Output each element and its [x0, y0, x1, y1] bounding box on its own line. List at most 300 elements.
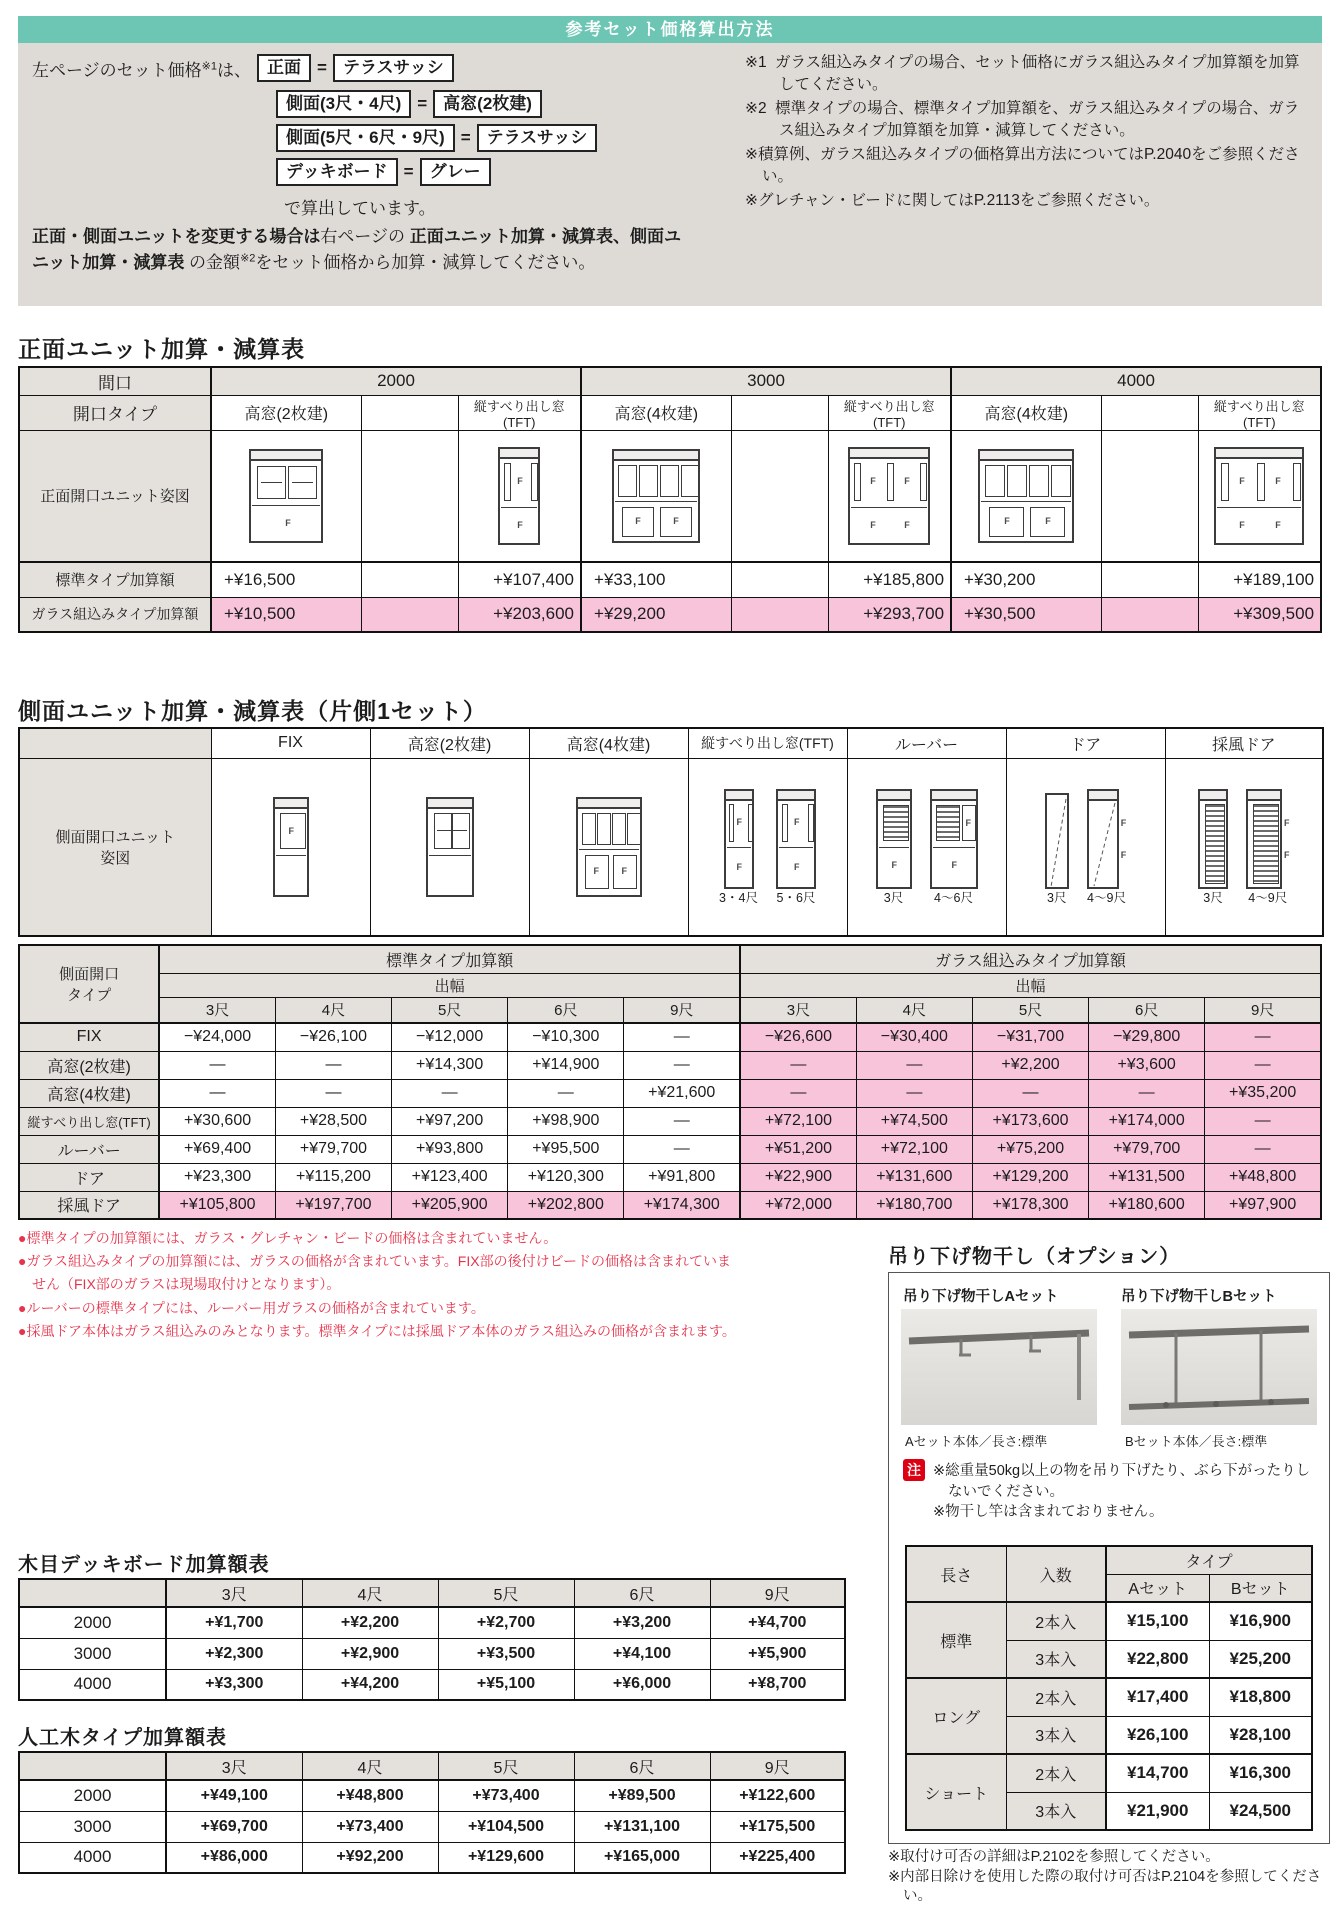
- qty-cell: 3本入: [1006, 1640, 1106, 1678]
- footnote: ●採風ドア本体はガラス組込みのみとなります。標準タイプには採風ドア本体のガラス組込みの価格が含まれます。: [18, 1322, 736, 1339]
- price-cell: —: [624, 1135, 740, 1163]
- equals-sign: =: [403, 162, 414, 182]
- corner-maguchi: 間口: [19, 367, 211, 395]
- col-b-header: Bセット: [1209, 1574, 1312, 1602]
- row-label: FIX: [19, 1023, 159, 1051]
- price-cell: +¥129,200: [972, 1163, 1088, 1191]
- calc-note: で算出しています。: [284, 199, 436, 218]
- figure-cell: [951, 430, 1101, 562]
- type-header: タイプ: [1106, 1546, 1312, 1574]
- fig-header: 縦すべり出し窓(TFT): [688, 728, 847, 758]
- blank-cell: [1101, 395, 1198, 430]
- row-label: 採風ドア: [19, 1191, 159, 1219]
- price-cell: +¥180,700: [856, 1191, 972, 1219]
- len-cell: ロング: [906, 1678, 1006, 1754]
- blank-cell: [1101, 562, 1198, 597]
- set-b-photo: [1121, 1309, 1317, 1425]
- hang-dry-footnotes: [888, 1848, 1340, 1907]
- door-glass-marks: [1121, 818, 1127, 860]
- fix-glass-mark: F: [1004, 515, 1010, 526]
- span-2000: 2000: [211, 367, 581, 395]
- fix-glass-mark: F: [673, 515, 679, 526]
- price-cell: +¥48,800: [1205, 1163, 1321, 1191]
- fix-glass-mark: F: [1239, 475, 1245, 486]
- price-cell: +¥107,400: [458, 562, 581, 597]
- price-cell: +¥123,400: [392, 1163, 508, 1191]
- price-cell: ¥17,400: [1106, 1678, 1209, 1716]
- figure-size-label: 3尺: [1047, 891, 1067, 905]
- fix-glass-mark: F: [1120, 818, 1127, 828]
- col-header: 4尺: [856, 997, 972, 1023]
- col-header: 3尺: [159, 997, 275, 1023]
- std-group-header: 標準タイプ加算額: [159, 945, 740, 973]
- price-cell: +¥4,700: [710, 1607, 845, 1638]
- change-instruction: 正面・側面ユニットを変更する場合は右ページの 正面ユニット加算・減算表、側面ユニット加算・減算表 の金額$^{※2}$をセット価格から加算・減算してください。: [32, 227, 682, 273]
- span-3000: 3000: [581, 367, 951, 395]
- blank-cell: [731, 597, 828, 632]
- price-cell: −¥24,000: [159, 1023, 275, 1051]
- fix-glass-mark: F: [1275, 475, 1281, 486]
- intro-line: [32, 54, 454, 82]
- price-cell: ¥16,300: [1209, 1754, 1312, 1792]
- figure-size-label: 5・6尺: [776, 891, 816, 905]
- figure-cell: [1006, 758, 1165, 936]
- footnote: ●ガラス組込みタイプの加算額には、ガラスの価格が含まれています。FIX部の後付けビードの価格は含まれていません（FIX部のガラスは現場取付けとなります）。: [18, 1253, 732, 1293]
- price-cell: +¥16,500: [211, 562, 361, 597]
- figure-size-label: 3・4尺: [719, 891, 758, 905]
- price-cell: +¥120,300: [508, 1163, 624, 1191]
- louver-large-unit: [930, 789, 978, 905]
- row-label: 縦すべり出し窓(TFT): [19, 1107, 159, 1135]
- price-cell: —: [740, 1051, 856, 1079]
- price-cell: +¥93,800: [392, 1135, 508, 1163]
- price-cell: +¥5,100: [438, 1669, 574, 1700]
- fix-glass-mark: F: [891, 860, 897, 870]
- figure-row-label: 正面開口ユニット姿図: [19, 430, 211, 562]
- price-cell: −¥31,700: [972, 1023, 1088, 1051]
- price-cell: ¥25,200: [1209, 1640, 1312, 1678]
- fix-glass-mark: F: [870, 475, 876, 486]
- price-cell: +¥309,500: [1198, 597, 1321, 632]
- fig-header: FIX: [211, 728, 370, 758]
- fix-glass-mark: F: [965, 818, 971, 828]
- price-cell: +¥89,500: [574, 1780, 710, 1811]
- equals-sign: =: [317, 58, 327, 78]
- footnote: ※内部日除けを使用した際の取付け可否はP.2104を参照してください。: [888, 1868, 1322, 1905]
- price-cell: +¥165,000: [574, 1842, 710, 1873]
- len-cell: ショート: [906, 1754, 1006, 1830]
- price-cell: +¥3,500: [438, 1638, 574, 1669]
- price-cell: +¥69,400: [159, 1135, 275, 1163]
- price-cell: —: [972, 1079, 1088, 1107]
- tft-small-unit: [719, 789, 758, 905]
- blank-cell: [731, 430, 828, 562]
- price-cell: +¥202,800: [508, 1191, 624, 1219]
- type-header: 縦すべり出し窓(TFT): [828, 395, 951, 430]
- row-label: 4000: [19, 1669, 166, 1700]
- fix-glass-mark: F: [904, 475, 910, 486]
- price-cell: +¥73,400: [302, 1811, 438, 1842]
- price-cell: +¥3,600: [1089, 1051, 1205, 1079]
- formula-right-1: 高窓(2枚建): [433, 90, 542, 118]
- price-cell: +¥86,000: [166, 1842, 302, 1873]
- set-a-caption: Aセット本体／長さ:標準: [905, 1434, 1048, 1449]
- price-cell: —: [275, 1051, 391, 1079]
- price-cell: —: [740, 1079, 856, 1107]
- corner-kaikou: 開口タイプ: [19, 395, 211, 430]
- price-cell: —: [508, 1079, 624, 1107]
- blank-cell: [361, 597, 458, 632]
- side-table-title: 側面ユニット加算・減算表（片側1セット）: [18, 698, 487, 724]
- price-cell: +¥4,200: [302, 1669, 438, 1700]
- price-method-box: [18, 16, 1322, 306]
- col-header: 5尺: [438, 1752, 574, 1780]
- equals-sign: =: [417, 94, 428, 114]
- figure-size-label: 4〜6尺: [934, 891, 973, 905]
- qty-cell: 2本入: [1006, 1678, 1106, 1716]
- col-header: 3尺: [740, 997, 856, 1023]
- tft-window-figure: [724, 789, 754, 889]
- blank-cell: [1101, 430, 1198, 562]
- price-cell: —: [856, 1079, 972, 1107]
- figure-cell: [1198, 430, 1321, 562]
- figure-size-label: 3尺: [1203, 891, 1223, 905]
- formula-left-2: 側面(5尺・6尺・9尺): [276, 124, 455, 152]
- row-label: ドア: [19, 1163, 159, 1191]
- price-cell: —: [1205, 1135, 1321, 1163]
- price-cell: +¥72,000: [740, 1191, 856, 1219]
- qty-cell: 3本入: [1006, 1716, 1106, 1754]
- price-cell: +¥21,600: [624, 1079, 740, 1107]
- fig-header: ドア: [1006, 728, 1165, 758]
- price-cell: —: [624, 1051, 740, 1079]
- window-4pane-figure: [978, 449, 1074, 543]
- price-cell: —: [1205, 1107, 1321, 1135]
- fix-glass-mark: F: [1239, 519, 1245, 530]
- set-b-label: 吊り下げ物干しBセット: [1121, 1289, 1277, 1305]
- price-cell: +¥185,800: [828, 562, 951, 597]
- price-cell: +¥2,900: [302, 1638, 438, 1669]
- len-cell: 標準: [906, 1602, 1006, 1678]
- col-header: 3尺: [166, 1752, 302, 1780]
- fix-glass-mark: F: [904, 519, 910, 530]
- price-cell: −¥26,100: [275, 1023, 391, 1051]
- col-header: 4尺: [302, 1579, 438, 1607]
- intro-text: 左ページのセット価格$^{※1}$は、: [32, 60, 252, 80]
- col-header: 9尺: [710, 1579, 845, 1607]
- col-header: 9尺: [1205, 997, 1321, 1023]
- price-cell: +¥95,500: [508, 1135, 624, 1163]
- fix-glass-mark: F: [635, 515, 641, 526]
- figure-cell: [211, 758, 370, 936]
- price-cell: −¥30,400: [856, 1023, 972, 1051]
- figure-cell: [458, 430, 581, 562]
- qty-cell: 2本入: [1006, 1602, 1106, 1640]
- louver-figure: [930, 789, 978, 889]
- price-cell: —: [159, 1079, 275, 1107]
- price-cell: +¥174,000: [1089, 1107, 1205, 1135]
- hang-dry-title: 吊り下げ物干し（オプション）: [888, 1246, 1181, 1268]
- price-cell: +¥79,700: [1089, 1135, 1205, 1163]
- blank-cell: [19, 1752, 166, 1780]
- formula-right-0: テラスサッシ: [333, 54, 454, 82]
- note-3: ※積算例、ガラス組込みタイプの価格算出方法についてはP.2040をご参照ください。: [745, 146, 1300, 185]
- type-header: 高窓(4枚建): [951, 395, 1101, 430]
- glass-group-header: ガラス組込みタイプ加算額: [740, 945, 1321, 973]
- note-1: ※1 ガラス組込みタイプの場合、セット価格にガラス組込みタイプ加算額を加算してください。: [745, 54, 1300, 93]
- price-cell: +¥91,800: [624, 1163, 740, 1191]
- note-4: ※グレチャン・ビードに関してはP.2113をご参照ください。: [745, 192, 1160, 209]
- price-cell: +¥92,200: [302, 1842, 438, 1873]
- price-cell: +¥74,500: [856, 1107, 972, 1135]
- price-cell: ¥22,800: [1106, 1640, 1209, 1678]
- figure-row-label: 側面開口ユニット 姿図: [19, 758, 211, 936]
- figure-cell: [828, 430, 951, 562]
- formula-left-0: 正面: [257, 54, 311, 82]
- row-label: 4000: [19, 1842, 166, 1873]
- louver-figure: [876, 789, 912, 889]
- width-header: 出幅: [740, 973, 1321, 997]
- price-cell: +¥98,900: [508, 1107, 624, 1135]
- price-cell: +¥28,500: [275, 1107, 391, 1135]
- col-header: 6尺: [508, 997, 624, 1023]
- row-label: 高窓(4枚建): [19, 1079, 159, 1107]
- fig-header: 採風ドア: [1165, 728, 1323, 758]
- price-cell: ¥21,900: [1106, 1792, 1209, 1830]
- blank-cell: [731, 395, 828, 430]
- price-cell: +¥105,800: [159, 1191, 275, 1219]
- formula-left-1: 側面(3尺・4尺): [276, 90, 411, 118]
- ref-mark-2: ※2: [240, 252, 256, 265]
- vent-door-figure: [1246, 789, 1282, 889]
- price-cell: ¥16,900: [1209, 1602, 1312, 1640]
- price-cell: ¥24,500: [1209, 1792, 1312, 1830]
- price-cell: +¥33,100: [581, 562, 731, 597]
- blank-cell: [361, 562, 458, 597]
- door-large-unit: [1087, 789, 1127, 905]
- fix-glass-mark: F: [793, 817, 800, 827]
- footnote: ●標準タイプの加算額には、ガラス・グレチャン・ビードの価格は含まれていません。: [18, 1230, 558, 1246]
- formula-left-3: デッキボード: [276, 158, 398, 186]
- window-2pane-figure: [426, 797, 474, 897]
- price-cell: ¥15,100: [1106, 1602, 1209, 1640]
- price-cell: +¥1,700: [166, 1607, 302, 1638]
- price-cell: ¥28,100: [1209, 1716, 1312, 1754]
- figure-cell: [1165, 758, 1323, 936]
- fix-glass-mark: F: [517, 475, 523, 486]
- warning-line: ※総重量50kg以上の物を吊り下げたり、ぶら下がったりしないでください。: [933, 1463, 1311, 1500]
- price-cell: −¥29,800: [1089, 1023, 1205, 1051]
- door-glass-marks: [1284, 818, 1290, 860]
- front-unit-price-table: [18, 366, 1322, 633]
- hang-dry-box: [888, 1272, 1330, 1844]
- side-table-footnotes: [18, 1227, 738, 1343]
- col-header: 5尺: [392, 997, 508, 1023]
- price-cell: —: [624, 1107, 740, 1135]
- tft-window-figure: [776, 789, 816, 889]
- row-label: 3000: [19, 1638, 166, 1669]
- price-cell: +¥2,300: [166, 1638, 302, 1669]
- side-unit-price-table: [18, 944, 1322, 1220]
- wood-table-title: 人工木タイプ加算額表: [18, 1727, 227, 1749]
- price-cell: +¥129,600: [438, 1842, 574, 1873]
- price-cell: +¥79,700: [275, 1135, 391, 1163]
- price-cell: +¥2,200: [302, 1607, 438, 1638]
- col-header: 9尺: [624, 997, 740, 1023]
- price-cell: ¥26,100: [1106, 1716, 1209, 1754]
- col-header: 3尺: [166, 1579, 302, 1607]
- price-cell: —: [1089, 1079, 1205, 1107]
- blank-cell: [361, 430, 458, 562]
- price-cell: +¥97,200: [392, 1107, 508, 1135]
- price-cell: +¥293,700: [828, 597, 951, 632]
- col-header: 6尺: [574, 1579, 710, 1607]
- fix-glass-mark: F: [621, 865, 627, 876]
- type-header: 縦すべり出し窓(TFT): [1198, 395, 1321, 430]
- price-cell: −¥26,600: [740, 1023, 856, 1051]
- col-header: 9尺: [710, 1752, 845, 1780]
- fix-glass-mark: F: [736, 862, 742, 872]
- price-cell: +¥97,900: [1205, 1191, 1321, 1219]
- blank-cell: [731, 562, 828, 597]
- figure-cell: [529, 758, 688, 936]
- blank-cell: [361, 395, 458, 430]
- row-label: 標準タイプ加算額: [19, 562, 211, 597]
- price-cell: +¥3,200: [574, 1607, 710, 1638]
- fix-glass-mark: F: [285, 517, 291, 528]
- fix-glass-mark: F: [288, 825, 294, 836]
- price-cell: +¥4,100: [574, 1638, 710, 1669]
- set-b-caption: Bセット本体／長さ:標準: [1125, 1434, 1268, 1449]
- vent-door-figure: [1198, 789, 1228, 889]
- blank-cell: [19, 728, 211, 758]
- side-unit-figure-table: [18, 727, 1324, 937]
- fix-glass-mark: F: [1284, 850, 1290, 860]
- row-label: 高窓(2枚建): [19, 1051, 159, 1079]
- warning-line: ※物干し竿は含まれておりません。: [933, 1504, 1164, 1521]
- warning-text: [933, 1461, 1315, 1523]
- louver-small-unit: [876, 789, 912, 905]
- price-cell: +¥203,600: [458, 597, 581, 632]
- ref-mark-1: ※1: [201, 60, 218, 73]
- price-cell: +¥131,500: [1089, 1163, 1205, 1191]
- method-side-notes: [745, 52, 1313, 214]
- fig-header: ルーバー: [847, 728, 1006, 758]
- fig-header: 高窓(4枚建): [529, 728, 688, 758]
- blank-cell: [19, 1579, 166, 1607]
- method-header-bar: 参考セット価格算出方法: [18, 16, 1322, 43]
- price-cell: +¥35,200: [1205, 1079, 1321, 1107]
- blank-cell: [1101, 597, 1198, 632]
- tft-window-pair-figure: [848, 447, 930, 545]
- price-cell: +¥14,300: [392, 1051, 508, 1079]
- price-cell: +¥10,500: [211, 597, 361, 632]
- fix-glass-mark: F: [736, 817, 742, 827]
- hang-dry-price-table: [905, 1545, 1313, 1831]
- tft-window-pair-figure: [1214, 447, 1304, 545]
- price-cell: −¥12,000: [392, 1023, 508, 1051]
- price-cell: —: [856, 1051, 972, 1079]
- fix-figure: [273, 797, 309, 897]
- price-cell: +¥180,600: [1089, 1191, 1205, 1219]
- note-2: ※2 標準タイプの場合、標準タイプ加算額を、ガラス組込みタイプの場合、ガラス組込みタイプ加算額を加算・減算してください。: [745, 100, 1300, 139]
- fix-glass-mark: F: [870, 519, 876, 530]
- tft-window-figure: [498, 447, 540, 545]
- door-figure: [1045, 793, 1069, 889]
- price-cell: +¥173,600: [972, 1107, 1088, 1135]
- price-cell: +¥115,200: [275, 1163, 391, 1191]
- fix-glass-mark: F: [1275, 519, 1281, 530]
- type-header: 高窓(2枚建): [211, 395, 361, 430]
- vent-door-large-unit: [1246, 789, 1290, 905]
- door-figure: [1087, 789, 1119, 889]
- vent-door-small-unit: [1198, 789, 1228, 905]
- figure-cell: [581, 430, 731, 562]
- qty-cell: 2本入: [1006, 1754, 1106, 1792]
- fix-glass-mark: F: [793, 862, 800, 872]
- footnote: ※取付け可否の詳細はP.2102を参照してください。: [888, 1849, 1220, 1865]
- price-cell: +¥73,400: [438, 1780, 574, 1811]
- col-header: 4尺: [275, 997, 391, 1023]
- type-header: 縦すべり出し窓(TFT): [458, 395, 581, 430]
- price-cell: +¥14,900: [508, 1051, 624, 1079]
- price-cell: +¥189,100: [1198, 562, 1321, 597]
- artificial-wood-price-table: [18, 1751, 846, 1874]
- formula-row-1: [276, 90, 542, 118]
- price-cell: +¥8,700: [710, 1669, 845, 1700]
- len-header: 長さ: [906, 1546, 1006, 1602]
- equals-sign: =: [460, 128, 471, 148]
- col-header: 5尺: [438, 1579, 574, 1607]
- price-cell: +¥6,000: [574, 1669, 710, 1700]
- formula-right-3: グレー: [420, 158, 491, 186]
- col-header: 4尺: [302, 1752, 438, 1780]
- door-small-unit: [1045, 793, 1069, 905]
- figure-cell: [211, 430, 361, 562]
- figure-cell: [847, 758, 1006, 936]
- price-cell: +¥178,300: [972, 1191, 1088, 1219]
- price-cell: ¥18,800: [1209, 1678, 1312, 1716]
- front-table-title: 正面ユニット加算・減算表: [18, 336, 306, 362]
- row-label: 2000: [19, 1607, 166, 1638]
- price-cell: —: [624, 1023, 740, 1051]
- footnote: ●ルーバーの標準タイプには、ルーバー用ガラスの価格が含まれています。: [18, 1299, 485, 1316]
- fix-glass-mark: F: [1045, 515, 1051, 526]
- row-label: ガラス組込みタイプ加算額: [19, 597, 211, 632]
- price-cell: +¥29,200: [581, 597, 731, 632]
- price-cell: +¥205,900: [392, 1191, 508, 1219]
- window-2pane-figure: [249, 449, 323, 543]
- fix-glass-mark: F: [1120, 850, 1127, 860]
- price-cell: +¥69,700: [166, 1811, 302, 1842]
- price-cell: +¥49,100: [166, 1780, 302, 1811]
- figure-cell: [688, 758, 847, 936]
- type-header: 高窓(4枚建): [581, 395, 731, 430]
- price-cell: +¥225,400: [710, 1842, 845, 1873]
- window-4pane-figure: [612, 449, 700, 543]
- figure-size-label: 3尺: [883, 891, 904, 905]
- price-cell: +¥30,600: [159, 1107, 275, 1135]
- price-cell: ¥14,700: [1106, 1754, 1209, 1792]
- fix-glass-mark: F: [951, 860, 957, 870]
- figure-cell: [370, 758, 529, 936]
- qty-header: 入数: [1006, 1546, 1106, 1602]
- span-4000: 4000: [951, 367, 1321, 395]
- price-cell: +¥23,300: [159, 1163, 275, 1191]
- price-cell: —: [159, 1051, 275, 1079]
- price-cell: +¥122,600: [710, 1780, 845, 1811]
- deck-board-price-table: [18, 1578, 846, 1701]
